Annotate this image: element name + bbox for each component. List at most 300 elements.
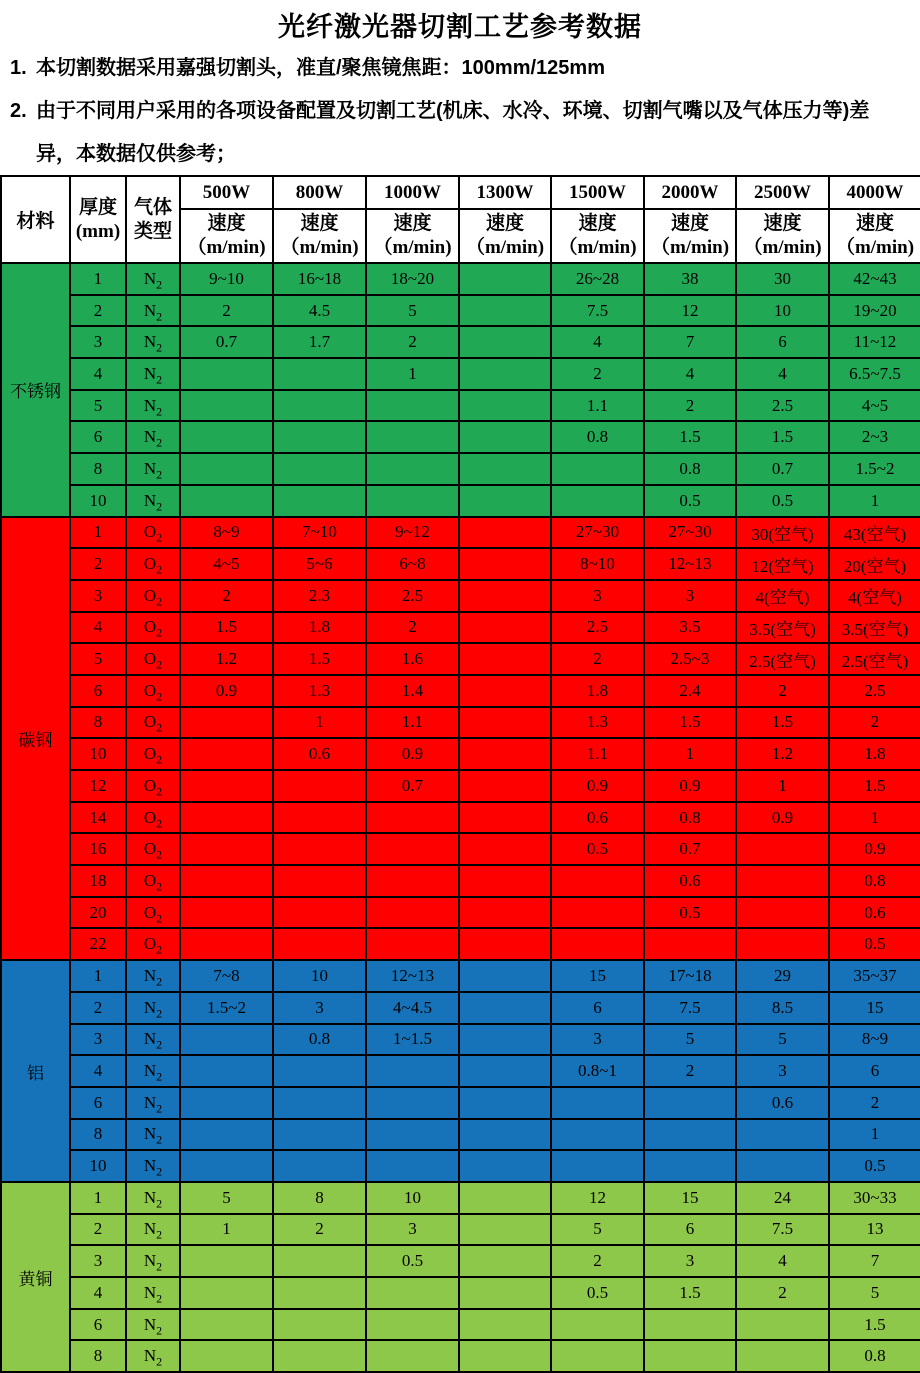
table-row: [1, 833, 920, 865]
speed-value-cell: [180, 453, 273, 485]
table-row: [1, 675, 920, 707]
speed-value-cell: [180, 1150, 273, 1182]
speed-value-cell: 0.6: [736, 1087, 829, 1119]
speed-value-cell: 15: [644, 1182, 736, 1214]
table-row: [1, 1150, 920, 1182]
table-row: [1, 1309, 920, 1341]
speed-value-cell: [736, 833, 829, 865]
speed-value-cell: 1.1: [551, 390, 644, 422]
speed-value-cell: 1: [366, 358, 459, 390]
material-label: 不锈钢: [1, 263, 70, 517]
gas-cell: $N_2$: [126, 421, 180, 453]
speed-header-line-1: 速度: [300, 213, 339, 234]
material-label: 铝: [1, 960, 70, 1182]
table-header: [1, 176, 920, 263]
speed-value-cell: [180, 770, 273, 802]
speed-header-line-2: （m/min): [743, 237, 822, 258]
speed-value-cell: [273, 485, 366, 517]
table-row: [1, 295, 920, 327]
speed-value-cell: 12: [644, 295, 736, 327]
gas-cell: $O_2$: [126, 770, 180, 802]
table-row: [1, 1055, 920, 1087]
table-row: [1, 1245, 920, 1277]
material-column-header: 材料: [1, 176, 70, 263]
speed-value-cell: [366, 928, 459, 960]
speed-value-cell: [366, 421, 459, 453]
speed-value-cell: 1: [180, 1214, 273, 1246]
note-1: [10, 47, 916, 90]
speed-value-cell: [551, 453, 644, 485]
gas-cell: $O_2$: [126, 802, 180, 834]
speed-value-cell: 2.3: [273, 580, 366, 612]
speed-value-cell: 2.5~3: [644, 643, 736, 675]
speed-value-cell: [273, 453, 366, 485]
speed-value-cell: [644, 1087, 736, 1119]
speed-value-cell: 27~30: [551, 517, 644, 549]
speed-value-cell: [273, 1087, 366, 1119]
thickness-cell: 6: [70, 421, 126, 453]
table-row: [1, 1024, 920, 1056]
page-title: 光纤激光器切割工艺参考数据: [278, 12, 642, 42]
gas-cell: $N_2$: [126, 1150, 180, 1182]
speed-value-cell: 0.6: [273, 738, 366, 770]
speed-value-cell: 0.8: [829, 865, 920, 897]
speed-header-line-2: （m/min): [558, 237, 637, 258]
speed-header-line-2: （m/min): [835, 237, 915, 258]
table-row: [1, 517, 920, 549]
gas-cell: $N_2$: [126, 1245, 180, 1277]
power-column-header: 1300W: [459, 176, 551, 209]
material-label: 黄铜: [1, 1182, 70, 1372]
speed-value-cell: 1.2: [736, 738, 829, 770]
speed-value-cell: [273, 928, 366, 960]
gas-cell: $O_2$: [126, 580, 180, 612]
speed-value-cell: 1: [829, 1119, 920, 1151]
thickness-column-header: [70, 176, 126, 263]
speed-value-cell: 4(空气): [736, 580, 829, 612]
speed-value-cell: 0.5: [551, 1277, 644, 1309]
gas-cell: $N_2$: [126, 453, 180, 485]
thickness-cell: 2: [70, 1214, 126, 1246]
speed-value-cell: 0.9: [366, 738, 459, 770]
speed-value-cell: 17~18: [644, 960, 736, 992]
speed-value-cell: 8.5: [736, 992, 829, 1024]
gas-cell: $O_2$: [126, 707, 180, 739]
speed-value-cell: 4: [551, 326, 644, 358]
speed-value-cell: 0.5: [644, 897, 736, 929]
speed-value-cell: [180, 802, 273, 834]
speed-value-cell: 1~1.5: [366, 1024, 459, 1056]
speed-value-cell: 15: [829, 992, 920, 1024]
speed-value-cell: [736, 928, 829, 960]
speed-value-cell: [459, 897, 551, 929]
speed-value-cell: 1: [829, 802, 920, 834]
table-row: [1, 707, 920, 739]
header-row-powers: [1, 176, 920, 209]
speed-value-cell: 0.7: [366, 770, 459, 802]
speed-value-cell: 30~33: [829, 1182, 920, 1214]
speed-value-cell: [459, 833, 551, 865]
thickness-cell: 10: [70, 1150, 126, 1182]
speed-value-cell: 1.7: [273, 326, 366, 358]
speed-value-cell: 12~13: [366, 960, 459, 992]
gas-cell: $N_2$: [126, 960, 180, 992]
speed-value-cell: [551, 1150, 644, 1182]
table-row: [1, 802, 920, 834]
gas-cell: $N_2$: [126, 1119, 180, 1151]
speed-value-cell: [736, 1119, 829, 1151]
speed-value-cell: 4~4.5: [366, 992, 459, 1024]
speed-value-cell: [459, 1245, 551, 1277]
power-column-header: 2000W: [644, 176, 736, 209]
speed-value-cell: [273, 1277, 366, 1309]
gas-cell: $N_2$: [126, 485, 180, 517]
gas-cell: $O_2$: [126, 928, 180, 960]
speed-value-cell: 6: [829, 1055, 920, 1087]
thickness-header-line-2: (mm): [75, 220, 121, 242]
speed-value-cell: [366, 1087, 459, 1119]
speed-value-cell: 1.1: [551, 738, 644, 770]
speed-value-cell: [273, 421, 366, 453]
thickness-cell: 4: [70, 1055, 126, 1087]
speed-value-cell: 0.7: [180, 326, 273, 358]
speed-header-line-1: 速度: [670, 213, 709, 234]
speed-value-cell: 2.5(空气): [736, 643, 829, 675]
speed-value-cell: [459, 1182, 551, 1214]
speed-value-cell: 2: [829, 707, 920, 739]
table-row: [1, 770, 920, 802]
note-1-text: 本切割数据采用嘉强切割头，准直/聚焦镜焦距：100mm/125mm: [36, 57, 605, 79]
speed-header-line-1: 速度: [393, 213, 432, 234]
speed-value-cell: [366, 802, 459, 834]
speed-value-cell: 2: [644, 390, 736, 422]
speed-value-cell: 0.8: [644, 453, 736, 485]
speed-value-cell: 0.5: [366, 1245, 459, 1277]
thickness-cell: 2: [70, 992, 126, 1024]
thickness-cell: 8: [70, 1119, 126, 1151]
thickness-cell: 4: [70, 612, 126, 644]
speed-value-cell: 2: [829, 1087, 920, 1119]
speed-value-cell: [273, 1150, 366, 1182]
speed-value-cell: 12~13: [644, 548, 736, 580]
speed-value-cell: 5: [551, 1214, 644, 1246]
thickness-cell: 4: [70, 358, 126, 390]
table-row: [1, 358, 920, 390]
speed-value-cell: [551, 1309, 644, 1341]
speed-unit-header: [459, 209, 551, 263]
speed-value-cell: [459, 612, 551, 644]
speed-value-cell: [551, 865, 644, 897]
speed-value-cell: 2: [551, 358, 644, 390]
speed-value-cell: 29: [736, 960, 829, 992]
speed-value-cell: 27~30: [644, 517, 736, 549]
speed-value-cell: 1.2: [180, 643, 273, 675]
speed-value-cell: [273, 1055, 366, 1087]
gas-cell: $N_2$: [126, 295, 180, 327]
speed-value-cell: 1.8: [551, 675, 644, 707]
table-row: [1, 1119, 920, 1151]
speed-header-line-1: 速度: [207, 213, 246, 234]
speed-value-cell: 3.5: [644, 612, 736, 644]
speed-unit-header: [829, 209, 920, 263]
speed-value-cell: [551, 1119, 644, 1151]
speed-value-cell: 2: [551, 643, 644, 675]
speed-value-cell: 26~28: [551, 263, 644, 295]
speed-value-cell: 1.4: [366, 675, 459, 707]
speed-value-cell: [273, 1245, 366, 1277]
speed-value-cell: [551, 485, 644, 517]
table-row: [1, 1182, 920, 1214]
speed-value-cell: 1.8: [273, 612, 366, 644]
speed-value-cell: [551, 897, 644, 929]
table-row: [1, 960, 920, 992]
thickness-cell: 18: [70, 865, 126, 897]
speed-value-cell: [180, 738, 273, 770]
speed-unit-header: [551, 209, 644, 263]
speed-value-cell: 4: [644, 358, 736, 390]
table-row: [1, 1087, 920, 1119]
speed-value-cell: 19~20: [829, 295, 920, 327]
gas-cell: $O_2$: [126, 865, 180, 897]
speed-value-cell: [180, 421, 273, 453]
speed-value-cell: 0.8: [829, 1340, 920, 1372]
speed-value-cell: [736, 1340, 829, 1372]
table-row: [1, 580, 920, 612]
speed-value-cell: [180, 928, 273, 960]
speed-value-cell: 3: [644, 1245, 736, 1277]
speed-value-cell: [459, 517, 551, 549]
speed-value-cell: [180, 1055, 273, 1087]
speed-value-cell: [459, 992, 551, 1024]
speed-value-cell: 8: [273, 1182, 366, 1214]
speed-value-cell: 0.8~1: [551, 1055, 644, 1087]
speed-value-cell: [551, 1340, 644, 1372]
speed-value-cell: 2.5: [551, 612, 644, 644]
speed-value-cell: 5: [366, 295, 459, 327]
speed-header-line-2: （m/min): [187, 237, 266, 258]
speed-value-cell: [459, 1277, 551, 1309]
speed-value-cell: 0.8: [273, 1024, 366, 1056]
note-1-marker: 1.: [10, 57, 27, 79]
speed-value-cell: 8~10: [551, 548, 644, 580]
speed-value-cell: 0.5: [736, 485, 829, 517]
speed-value-cell: [459, 580, 551, 612]
table-row: [1, 263, 920, 295]
gas-cell: $N_2$: [126, 1087, 180, 1119]
gas-header-line-2: 类型: [133, 220, 172, 242]
gas-cell: $N_2$: [126, 1214, 180, 1246]
speed-value-cell: 3: [551, 580, 644, 612]
speed-value-cell: 12: [551, 1182, 644, 1214]
speed-value-cell: 4: [736, 358, 829, 390]
speed-value-cell: 7~10: [273, 517, 366, 549]
speed-value-cell: 0.9: [180, 675, 273, 707]
speed-value-cell: 7.5: [644, 992, 736, 1024]
speed-value-cell: 1.8: [829, 738, 920, 770]
thickness-cell: 1: [70, 517, 126, 549]
thickness-cell: 2: [70, 548, 126, 580]
thickness-cell: 10: [70, 485, 126, 517]
thickness-cell: 2: [70, 295, 126, 327]
speed-value-cell: [273, 1340, 366, 1372]
speed-value-cell: [459, 928, 551, 960]
speed-value-cell: 2: [273, 1214, 366, 1246]
speed-value-cell: 5: [829, 1277, 920, 1309]
thickness-cell: 14: [70, 802, 126, 834]
speed-value-cell: [366, 1309, 459, 1341]
speed-value-cell: 12(空气): [736, 548, 829, 580]
speed-value-cell: 1.5: [644, 707, 736, 739]
speed-value-cell: [180, 865, 273, 897]
thickness-cell: 8: [70, 1340, 126, 1372]
speed-value-cell: 2.5: [829, 675, 920, 707]
speed-value-cell: 30: [736, 263, 829, 295]
speed-value-cell: 15: [551, 960, 644, 992]
speed-value-cell: 18~20: [366, 263, 459, 295]
speed-value-cell: [736, 1309, 829, 1341]
speed-value-cell: [459, 421, 551, 453]
thickness-cell: 1: [70, 1182, 126, 1214]
speed-value-cell: [180, 1245, 273, 1277]
speed-unit-header: [736, 209, 829, 263]
speed-value-cell: 0.9: [736, 802, 829, 834]
speed-value-cell: [551, 928, 644, 960]
speed-value-cell: 1.5: [644, 1277, 736, 1309]
speed-value-cell: 0.5: [829, 928, 920, 960]
speed-value-cell: 8~9: [180, 517, 273, 549]
speed-value-cell: 4~5: [180, 548, 273, 580]
thickness-cell: 6: [70, 1087, 126, 1119]
gas-cell: $O_2$: [126, 675, 180, 707]
speed-header-line-1: 速度: [855, 213, 894, 234]
speed-value-cell: 8~9: [829, 1024, 920, 1056]
speed-value-cell: [180, 485, 273, 517]
speed-value-cell: 20(空气): [829, 548, 920, 580]
speed-value-cell: 6: [736, 326, 829, 358]
speed-value-cell: [459, 358, 551, 390]
gas-cell: $N_2$: [126, 326, 180, 358]
speed-value-cell: [180, 1024, 273, 1056]
speed-value-cell: [459, 865, 551, 897]
speed-header-line-1: 速度: [485, 213, 524, 234]
speed-value-cell: [459, 548, 551, 580]
table-row: [1, 1277, 920, 1309]
speed-value-cell: [459, 1087, 551, 1119]
table-row: [1, 612, 920, 644]
speed-value-cell: 1: [829, 485, 920, 517]
speed-value-cell: [459, 263, 551, 295]
speed-value-cell: [459, 295, 551, 327]
speed-value-cell: 4.5: [273, 295, 366, 327]
speed-value-cell: [644, 1340, 736, 1372]
speed-value-cell: 0.5: [829, 1150, 920, 1182]
speed-value-cell: [366, 1150, 459, 1182]
speed-value-cell: [366, 1055, 459, 1087]
gas-cell: $O_2$: [126, 517, 180, 549]
thickness-cell: 8: [70, 453, 126, 485]
speed-value-cell: 7.5: [736, 1214, 829, 1246]
speed-value-cell: [180, 833, 273, 865]
gas-cell: $O_2$: [126, 643, 180, 675]
speed-value-cell: 1.5: [829, 770, 920, 802]
speed-value-cell: 3: [736, 1055, 829, 1087]
gas-header-line-1: 气体: [133, 196, 172, 218]
speed-value-cell: [459, 1214, 551, 1246]
speed-value-cell: [366, 1340, 459, 1372]
speed-value-cell: [366, 390, 459, 422]
thickness-cell: 8: [70, 707, 126, 739]
speed-value-cell: 7: [644, 326, 736, 358]
speed-value-cell: [736, 865, 829, 897]
speed-value-cell: [180, 1309, 273, 1341]
speed-value-cell: 35~37: [829, 960, 920, 992]
gas-cell: $N_2$: [126, 1182, 180, 1214]
speed-value-cell: [459, 1150, 551, 1182]
speed-value-cell: 0.8: [644, 802, 736, 834]
speed-value-cell: [366, 453, 459, 485]
speed-value-cell: [459, 675, 551, 707]
gas-cell: $N_2$: [126, 1024, 180, 1056]
speed-value-cell: 0.5: [551, 833, 644, 865]
speed-unit-header: [644, 209, 736, 263]
speed-value-cell: 1.5: [736, 707, 829, 739]
table-body: [1, 263, 920, 1372]
power-column-header: 800W: [273, 176, 366, 209]
thickness-header-line-1: 厚度: [78, 196, 117, 218]
speed-header-line-2: （m/min): [650, 237, 730, 258]
thickness-cell: 4: [70, 1277, 126, 1309]
speed-value-cell: [459, 326, 551, 358]
speed-value-cell: 2: [644, 1055, 736, 1087]
speed-value-cell: 10: [273, 960, 366, 992]
speed-value-cell: 1.5~2: [829, 453, 920, 485]
speed-value-cell: 11~12: [829, 326, 920, 358]
speed-value-cell: 5: [644, 1024, 736, 1056]
gas-cell: $N_2$: [126, 1309, 180, 1341]
speed-value-cell: [180, 1119, 273, 1151]
speed-value-cell: [459, 770, 551, 802]
speed-value-cell: 30(空气): [736, 517, 829, 549]
thickness-cell: 22: [70, 928, 126, 960]
speed-value-cell: [459, 738, 551, 770]
table-row: [1, 992, 920, 1024]
power-column-header: 1000W: [366, 176, 459, 209]
gas-cell: $O_2$: [126, 548, 180, 580]
speed-value-cell: 1.5: [180, 612, 273, 644]
speed-value-cell: [736, 1150, 829, 1182]
speed-value-cell: 1.5: [273, 643, 366, 675]
speed-value-cell: 4: [736, 1245, 829, 1277]
speed-value-cell: 3: [551, 1024, 644, 1056]
thickness-cell: 1: [70, 263, 126, 295]
speed-value-cell: 0.7: [736, 453, 829, 485]
speed-value-cell: [366, 897, 459, 929]
thickness-cell: 5: [70, 643, 126, 675]
thickness-cell: 20: [70, 897, 126, 929]
speed-value-cell: [273, 802, 366, 834]
speed-value-cell: 0.6: [644, 865, 736, 897]
speed-header-line-2: （m/min): [465, 237, 545, 258]
speed-value-cell: 1: [273, 707, 366, 739]
speed-value-cell: [273, 1309, 366, 1341]
table-row: [1, 1214, 920, 1246]
speed-value-cell: 2: [180, 580, 273, 612]
speed-value-cell: [273, 770, 366, 802]
speed-value-cell: [180, 897, 273, 929]
speed-value-cell: 38: [644, 263, 736, 295]
gas-cell: $N_2$: [126, 1340, 180, 1372]
speed-value-cell: 0.8: [551, 421, 644, 453]
